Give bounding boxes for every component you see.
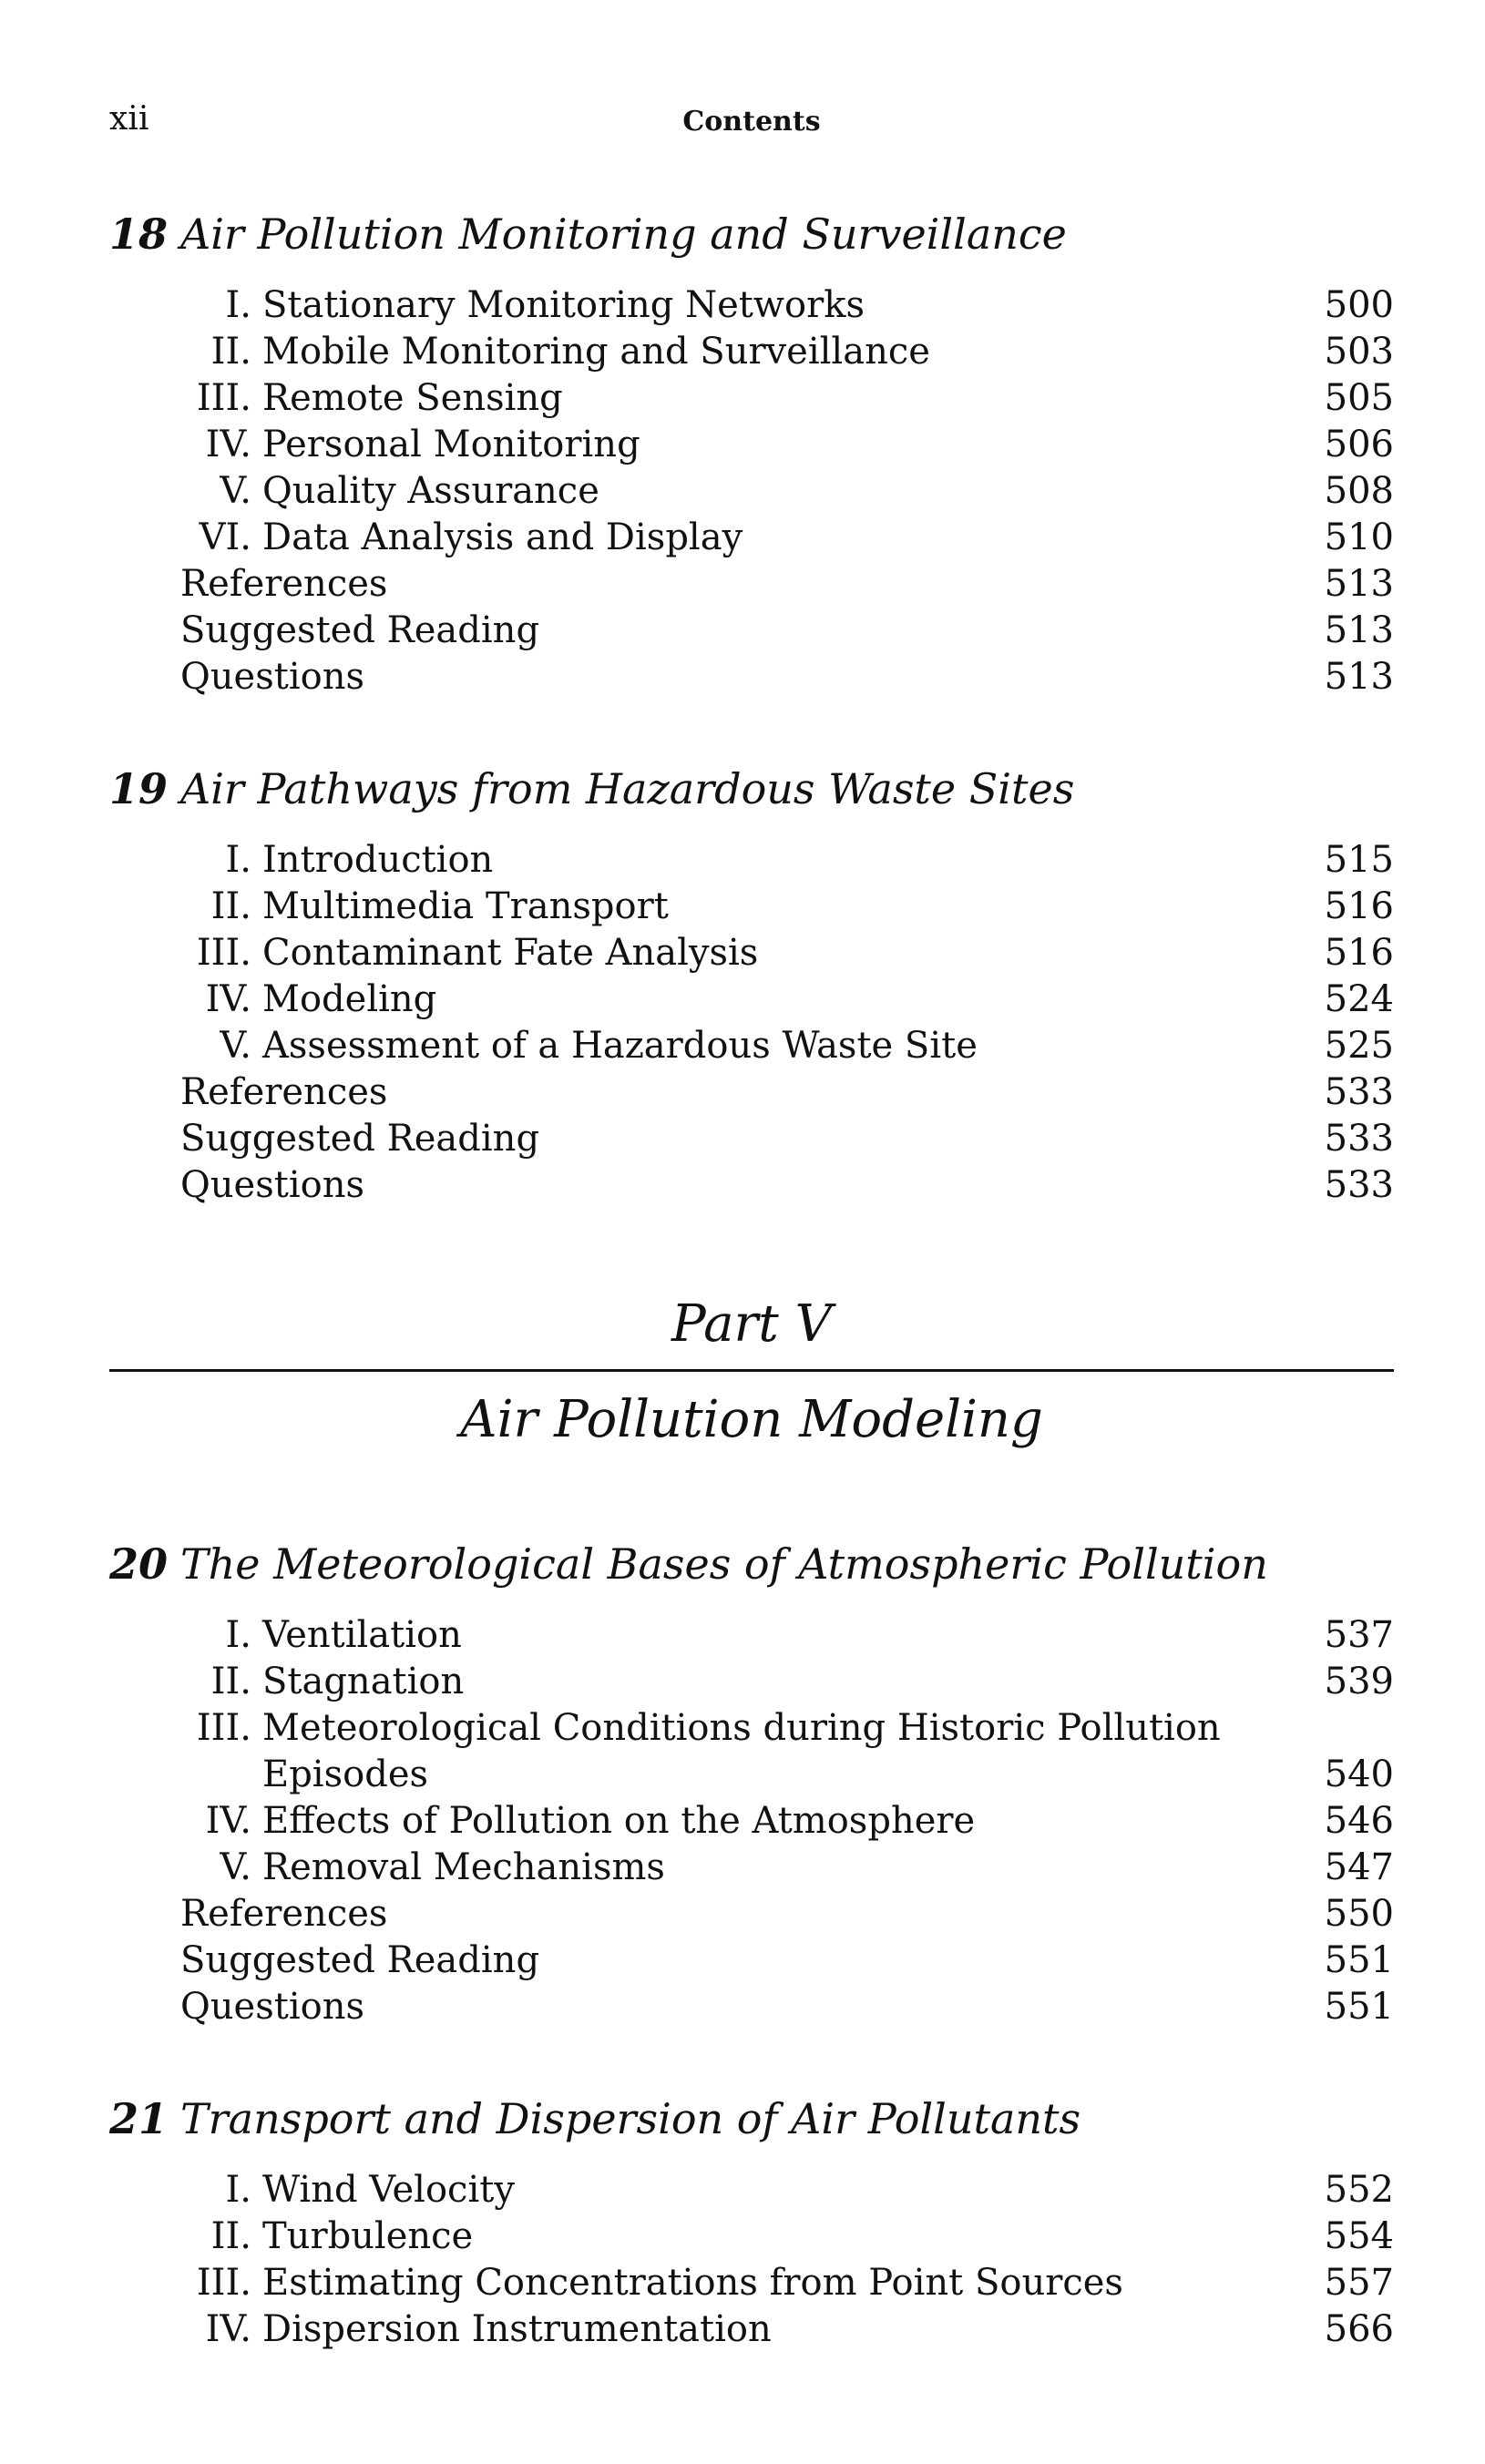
toc-entry-suggested-reading[interactable] [180, 1937, 1394, 1984]
chapter-title: Transport and Dispersion of Air Pollutants [180, 2094, 1081, 2143]
chapter-entries [180, 837, 1394, 1209]
toc-entry-suggested-reading[interactable] [180, 1116, 1394, 1162]
entry-page: 552 [1324, 2169, 1394, 2211]
entry-page: 540 [1324, 1753, 1394, 1795]
chapter-18 [109, 210, 1394, 700]
entry-label: Removal Mechanisms [262, 1846, 665, 1888]
entry-label: Contaminant Fate Analysis [262, 932, 759, 974]
entry-label [262, 1705, 1312, 1798]
entry-label: Questions [180, 656, 364, 698]
entry-page: 547 [1324, 1846, 1394, 1888]
entry-label: Personal Monitoring [262, 424, 640, 465]
entry-label: Turbulence [262, 2215, 474, 2257]
running-title: Contents [682, 106, 821, 138]
entry-label: Dispersion Instrumentation [262, 2308, 772, 2350]
toc-entry[interactable] [180, 468, 1394, 515]
entry-label: Assessment of a Hazardous Waste Site [262, 1025, 978, 1067]
toc-entry-questions[interactable] [180, 1162, 1394, 1209]
entry-page: 533 [1324, 1071, 1394, 1113]
chapter-number: 19 [109, 764, 169, 813]
toc-entry[interactable] [180, 884, 1394, 930]
entry-label: Suggested Reading [180, 1939, 540, 1981]
part-heading [109, 1293, 1394, 1452]
entry-page: 557 [1324, 2262, 1394, 2304]
entry-label: Mobile Monitoring and Surveillance [262, 331, 930, 373]
toc-entry[interactable] [180, 2260, 1394, 2306]
entry-page: 551 [1324, 1939, 1394, 1981]
toc-entry-questions[interactable] [180, 654, 1394, 700]
page-folio: xii [109, 100, 149, 138]
chapter-entries [180, 282, 1394, 700]
entry-numeral: II. [210, 885, 251, 927]
entry-label: Stagnation [262, 1661, 465, 1702]
part-divider [109, 1369, 1394, 1372]
chapter-21 [109, 2094, 1394, 2353]
entry-numeral: V. [220, 470, 251, 512]
running-header [109, 100, 1394, 155]
chapter-heading [109, 764, 1394, 813]
entry-page: 508 [1324, 470, 1394, 512]
entry-label-continuation: Episodes [262, 1753, 429, 1795]
entry-numeral: I. [225, 839, 251, 881]
entry-numeral: IV. [205, 978, 251, 1020]
entry-numeral: III. [196, 932, 251, 974]
entry-label: References [180, 563, 388, 605]
entry-page: 524 [1324, 978, 1394, 1020]
entry-page: 566 [1324, 2308, 1394, 2350]
toc-entry[interactable] [180, 2167, 1394, 2214]
entry-label: Modeling [262, 978, 437, 1020]
chapter-20 [109, 1539, 1394, 2030]
entry-numeral: V. [220, 1846, 251, 1888]
entry-numeral: IV. [205, 1800, 251, 1842]
toc-entry-references[interactable] [180, 561, 1394, 608]
toc-entry[interactable] [180, 1798, 1394, 1845]
entry-page: 503 [1324, 331, 1394, 373]
toc-entry[interactable] [180, 1845, 1394, 1891]
toc-entry[interactable] [180, 515, 1394, 561]
entry-page: 533 [1324, 1118, 1394, 1160]
entry-page: 550 [1324, 1893, 1394, 1935]
entry-label: Suggested Reading [180, 609, 540, 651]
entry-label: Quality Assurance [262, 470, 599, 512]
toc-entry-references[interactable] [180, 1069, 1394, 1116]
toc-entry[interactable] [180, 976, 1394, 1023]
entry-label: Effects of Pollution on the Atmosphere [262, 1800, 976, 1842]
entry-numeral: IV. [205, 2308, 251, 2350]
toc-entry-suggested-reading[interactable] [180, 608, 1394, 654]
toc-entry[interactable] [180, 2306, 1394, 2353]
entry-page: 513 [1324, 563, 1394, 605]
toc-entry[interactable] [180, 930, 1394, 976]
entry-page: 513 [1324, 656, 1394, 698]
entry-label: Suggested Reading [180, 1118, 540, 1160]
entry-label: Remote Sensing [262, 377, 563, 419]
entry-numeral: III. [196, 2262, 251, 2304]
entry-page: 500 [1324, 284, 1394, 326]
entry-page: 505 [1324, 377, 1394, 419]
toc-entry[interactable] [180, 1612, 1394, 1659]
entry-page: 539 [1324, 1661, 1394, 1702]
toc-entry[interactable] [180, 375, 1394, 422]
entry-numeral: IV. [205, 424, 251, 465]
entry-page: 506 [1324, 424, 1394, 465]
entry-numeral: I. [225, 284, 251, 326]
entry-page: 546 [1324, 1800, 1394, 1842]
entry-label: Questions [180, 1164, 364, 1206]
part-title: Air Pollution Modeling [460, 1390, 1043, 1449]
toc-entry[interactable] [180, 837, 1394, 884]
chapter-title: Air Pollution Monitoring and Surveillance [180, 210, 1067, 259]
chapter-number: 20 [109, 1539, 169, 1589]
entry-label: Questions [180, 1986, 364, 2028]
entry-numeral: II. [210, 1661, 251, 1702]
chapter-heading [109, 2094, 1394, 2143]
entry-label: Multimedia Transport [262, 885, 669, 927]
toc-entry[interactable] [180, 282, 1394, 329]
entry-numeral: II. [210, 2215, 251, 2257]
entry-label-line: Meteorological Conditions during Historic Pollution [262, 1707, 1221, 1749]
entry-page: 516 [1324, 885, 1394, 927]
entry-numeral: III. [196, 377, 251, 419]
part-label: Part V [671, 1294, 833, 1354]
entry-page: 537 [1324, 1614, 1394, 1656]
entry-label: Introduction [262, 839, 494, 881]
entry-label: Ventilation [262, 1614, 462, 1656]
entry-label: References [180, 1893, 388, 1935]
entry-page: 516 [1324, 932, 1394, 974]
entry-page: 515 [1324, 839, 1394, 881]
entry-page: 513 [1324, 609, 1394, 651]
entry-numeral: III. [196, 1707, 251, 1749]
entry-numeral: VI. [199, 516, 251, 558]
entry-numeral: I. [225, 1614, 251, 1656]
chapter-title: Air Pathways from Hazardous Waste Sites [180, 764, 1075, 813]
entry-label: Wind Velocity [262, 2169, 515, 2211]
chapter-entries [180, 2167, 1394, 2353]
chapter-heading [109, 210, 1394, 259]
entry-label: References [180, 1071, 388, 1113]
toc-entry[interactable] [180, 329, 1394, 375]
toc-entry[interactable] [180, 422, 1394, 468]
toc-entry[interactable] [180, 1659, 1394, 1705]
chapter-19 [109, 764, 1394, 1209]
contents-page [109, 100, 1394, 2353]
entry-page: 533 [1324, 1164, 1394, 1206]
toc-entry[interactable] [180, 1023, 1394, 1069]
entry-label: Estimating Concentrations from Point Sources [262, 2262, 1123, 2304]
entry-page: 510 [1324, 516, 1394, 558]
chapter-title: The Meteorological Bases of Atmospheric Pollution [180, 1539, 1268, 1589]
toc-entry[interactable] [180, 1705, 1394, 1798]
toc-entry-references[interactable] [180, 1891, 1394, 1937]
entry-numeral: I. [225, 2169, 251, 2211]
chapter-number: 18 [109, 210, 169, 259]
toc-entry[interactable] [180, 2214, 1394, 2260]
entry-page: 525 [1324, 1025, 1394, 1067]
chapter-heading [109, 1539, 1394, 1589]
entry-label: Data Analysis and Display [262, 516, 743, 558]
entry-page: 554 [1324, 2215, 1394, 2257]
entry-numeral: V. [220, 1025, 251, 1067]
entry-page: 551 [1324, 1986, 1394, 2028]
toc-entry-questions[interactable] [180, 1984, 1394, 2030]
chapter-entries [180, 1612, 1394, 2030]
entry-numeral: II. [210, 331, 251, 373]
chapter-number: 21 [109, 2094, 169, 2143]
entry-label: Stationary Monitoring Networks [262, 284, 865, 326]
